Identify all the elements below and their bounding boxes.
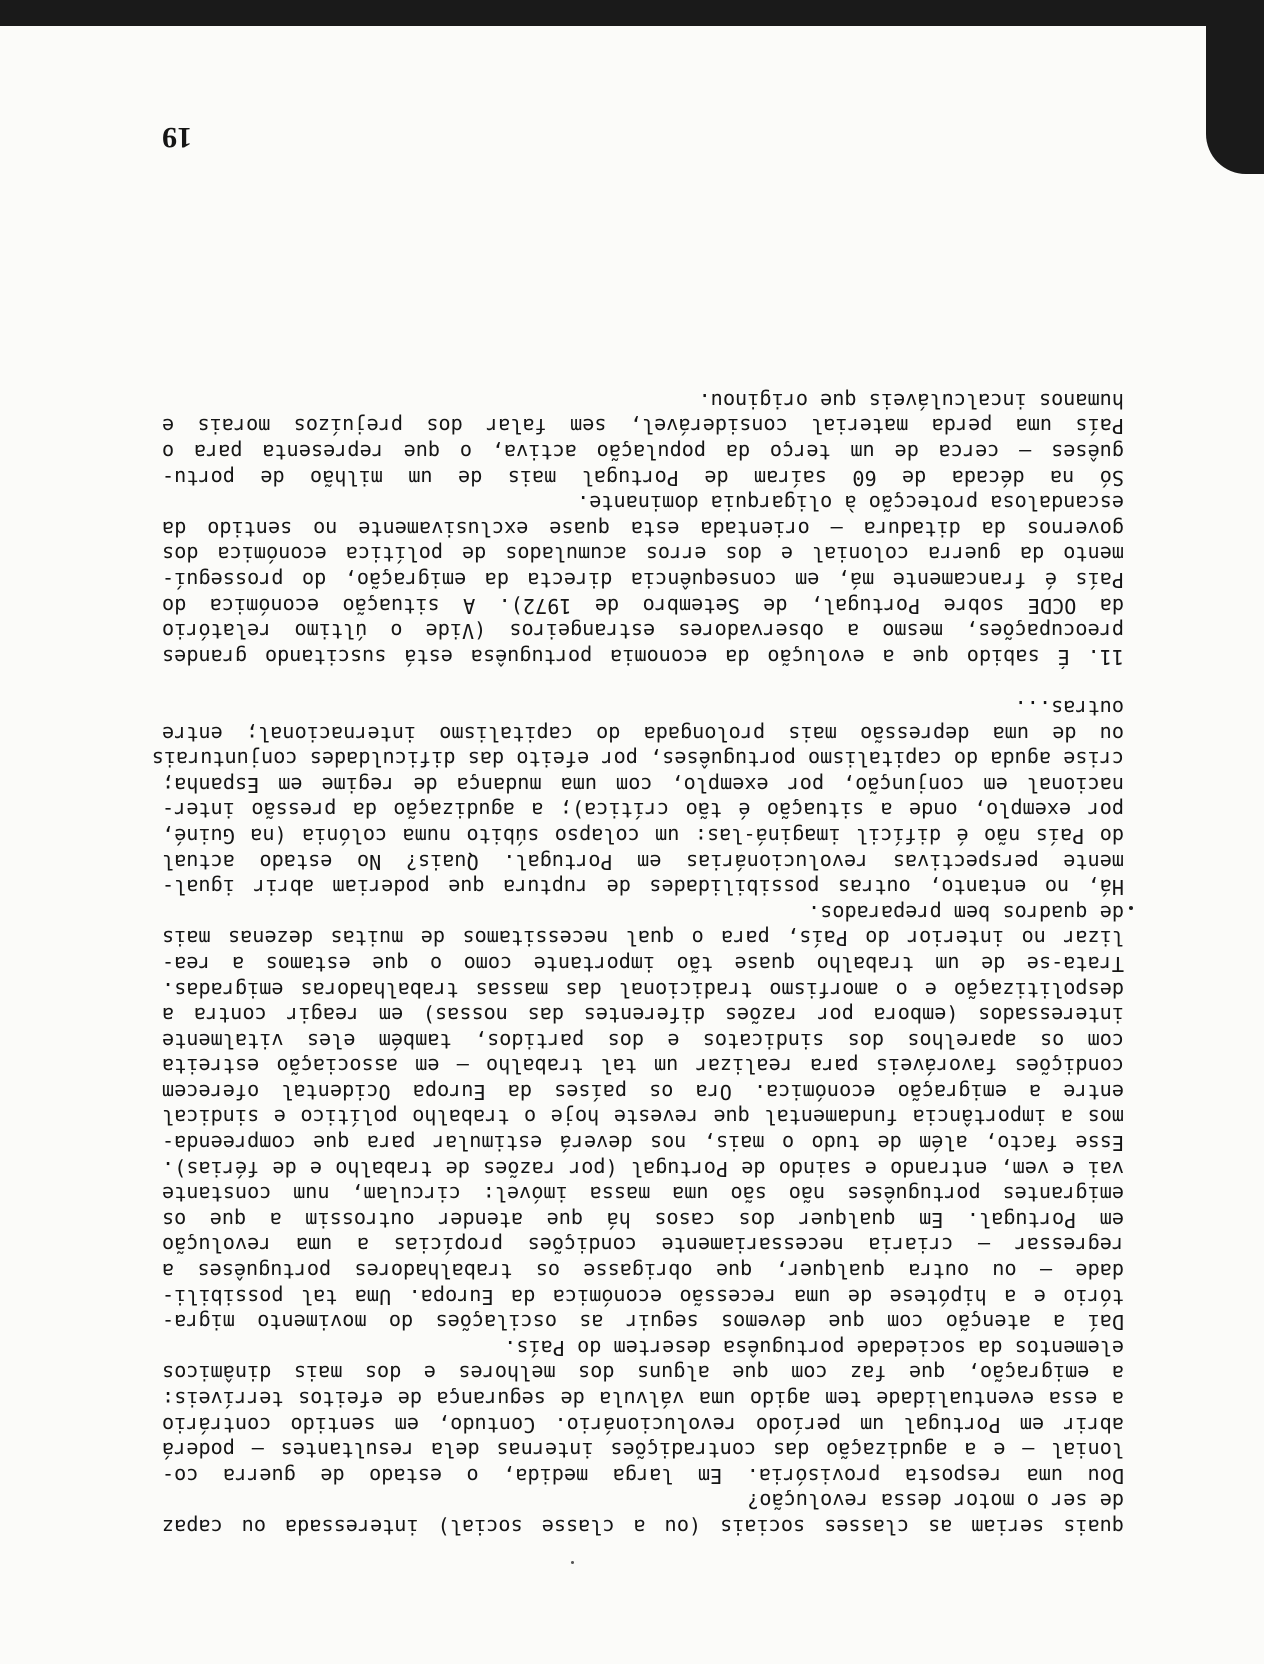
page-number: 19 xyxy=(162,121,192,154)
text-line: quais seriam as classes sociais (ou a classe social) interessada ou capaz xyxy=(162,1515,1124,1539)
text-line: Trata-se de um trabalho quase tão importante como o que estamos a rea- xyxy=(162,951,1124,976)
scan-edge-corner xyxy=(1206,0,1264,174)
text-line: guêses — cerca de um terço da população activa, o que representa para o xyxy=(162,440,1124,465)
text-line: Daí a atenção com que devemos seguir as oscilações do movimento migra- xyxy=(162,1310,1124,1335)
ink-speck xyxy=(1129,906,1133,910)
text-line: vai e vem, entrando e saindo de Portugal (por razões de trabalho e de férias). xyxy=(162,1156,1124,1181)
text-line: abrir em Portugal um período revolucionário. Contudo, em sentido contrário xyxy=(162,1412,1124,1437)
text-line: elementos da sociedade portuguêsa desertem do País. xyxy=(504,1335,1124,1360)
blank-line xyxy=(162,669,1124,695)
text-line: a emigração, que faz com que alguns dos melhores e dos mais dinâmicos xyxy=(162,1361,1124,1386)
text-line: mos a importância fundamental que reveste hoje o trabalho político e sindical xyxy=(162,1105,1124,1130)
text-line: nacional em conjunção, por exemplo, com uma mudança de regime em Espanha; xyxy=(162,772,1124,797)
text-line: da OCDE sobre Portugal, de Setembro de 1972). A situação económica do xyxy=(162,593,1124,618)
text-line: por exemplo, onde a situação é tão crítica); a agudização da pressão inter- xyxy=(162,798,1124,823)
text-line: em Portugal. Em qualquer dos casos há que atender outrossim a que os xyxy=(162,1207,1124,1232)
text-line: governos da ditadura — orientada esta quase exclusivamente no sentido da xyxy=(162,516,1124,541)
text-line: emigrantes portuguêses não são uma massa imóvel: circulam, num constante xyxy=(162,1182,1124,1207)
text-line: condições favoráveis para realizar um tal trabalho — em associação estreita xyxy=(162,1054,1124,1079)
text-line: interessados (embora por razões diferentes das nossas) em reagir contra a xyxy=(162,1003,1124,1028)
ink-dot xyxy=(571,1561,574,1564)
text-line: regressar — criaria necessariamente condições propícias a uma revolução xyxy=(162,1233,1124,1258)
text-line: País é francamente má, em consequência directa da emigração, do prosseguí- xyxy=(162,568,1124,593)
text-line: despolitização e o amorfismo tradicional das massas trabalhadoras emigradas. xyxy=(162,977,1124,1002)
text-line: Só na década de 60 saíram de Portugal mais de um milhão de portu- xyxy=(162,465,1124,490)
text-line: com os aparelhos dos sindicatos e dos partidos, também eles vitalmente xyxy=(162,1028,1124,1053)
text-line: crise aguda do capitalismo portuguêses, por efeito das dificuldades conjunturais xyxy=(151,747,1124,772)
text-line: ou de uma depressão mais prolongada do capitalismo internacional; entre xyxy=(162,721,1124,746)
scan-edge xyxy=(0,0,1264,26)
text-line: preocupações, mesmo a observadores estrangeiros (Vide o último relatório xyxy=(162,619,1124,644)
text-line: tório e a hipótese de uma recessão económica da Europa. Uma tal possibili- xyxy=(162,1284,1124,1309)
text-line: escandalosa protecção à oligarquia dominante. xyxy=(577,491,1124,516)
text-line: 11. É sabido que a evolução da economia portuguêsa está suscitando grandes xyxy=(162,644,1124,669)
text-line: de quadros bem preparados. xyxy=(807,900,1124,925)
text-line: dade — ou outra qualquer, que obrigasse os trabalhadores portuguêses a xyxy=(162,1259,1124,1284)
text-line: lizar no interior do País, para o qual necessitamos de muitas dezenas mais xyxy=(162,926,1124,951)
text-line: Há, no entanto, outras possibilidades de ruptura que poderiam abrir igual- xyxy=(162,875,1124,900)
body-text xyxy=(151,387,1124,1539)
text-line: entre a emigração económica. Ora os países da Europa Ocidental oferecem xyxy=(162,1079,1124,1104)
text-line: Dou uma resposta provisória. Em larga medida, o estado de guerra co- xyxy=(162,1463,1124,1488)
text-line: humanos incalculáveis que originou. xyxy=(698,388,1124,413)
text-line: lonial — e a agudização das contradições internas dela resultantes — poderá xyxy=(162,1438,1124,1463)
text-line: Esse facto, além de tudo o mais, nos deverá estimular para que compreenda- xyxy=(162,1131,1124,1156)
text-line: mente perspectivas revolucionárias em Portugal. Quais? No estado actual xyxy=(162,849,1124,874)
text-line: mento da guerra colonial e dos erros acumulados de política económica dos xyxy=(162,542,1124,567)
text-line: outras... xyxy=(1014,696,1124,720)
text-line: de ser o motor dessa revolução? xyxy=(747,1489,1124,1514)
text-line: do País não é difícil imaginá-las: um colapso súbito numa colónia (na Guiné, xyxy=(162,823,1124,848)
text-line: a essa eventualidade tem agido uma válvula de segurança de efeitos terríveis: xyxy=(162,1387,1124,1412)
text-line: País uma perda material considerável, sem falar dos prejuízos morais e xyxy=(162,414,1124,439)
